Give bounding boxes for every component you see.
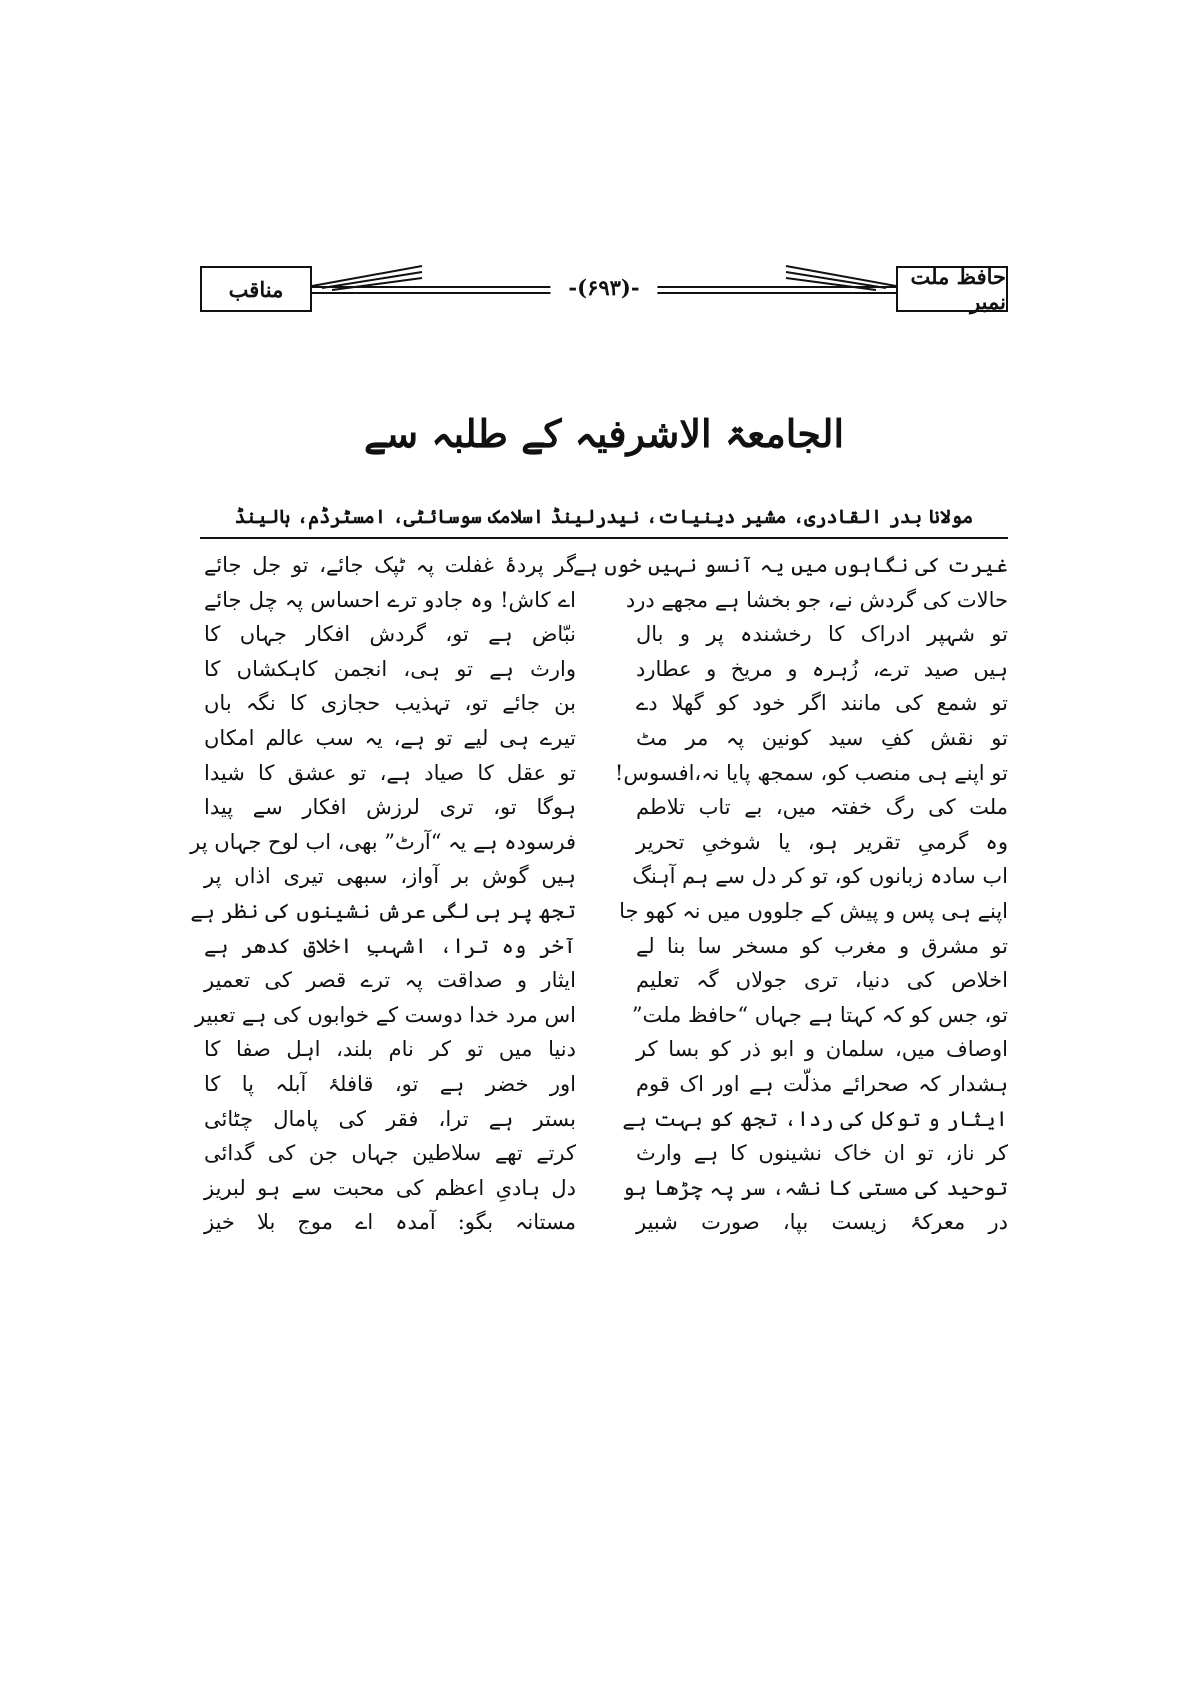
header-journal-title-text: حافظ ملت نمبر [910,264,1006,314]
verse-line: وارث ہے تو ہی، انجمن کاہکشاں کا [204,656,576,681]
verse-line: اب سادہ زبانوں کو، تو کر دل سے ہم آہنگ [632,864,1008,889]
author-divider [200,537,1008,539]
verse-line: کرتے تھے سلاطین جہاں جن کی گدائی [204,1141,576,1166]
verse-line: نبّاض ہے تو، گردش افکار جہاں کا [204,622,576,647]
header-slash-ornament-left [312,266,422,312]
verse-line: ایثار و صداقت پہ ترے قصر کی تعمیر [204,968,576,993]
verse-line: اور خضر ہے تو، قافلۂ آبلہ پا کا [204,1071,576,1096]
running-header [200,266,1008,312]
verse-line: تو نقش کفِ سید کونین پہ مر مٹ [636,725,1008,750]
verse-line: فرسودہ ہے یہ “آرٹ” بھی، اب لوح جہاں پر [190,829,576,854]
verse-line: تو شہپر ادراک کا رخشندہ پر و بال [636,622,1008,647]
header-section-label [200,266,312,312]
verse-line: آخر وہ ترا، اشہبِ اخلاق کدھر ہے [204,933,576,958]
poem-column-right [573,548,1008,1240]
verse-line: تجھ پر ہی لگی عرش نشینوں کی نظر ہے [190,898,576,923]
verse-line: کر ناز، تو ان خاک نشینوں کا ہے وارث [636,1141,1008,1166]
verse-line: اس مرد خدا دوست کے خوابوں کی ہے تعبیر [194,1002,576,1027]
verse-line: تیرے ہی لیے تو ہے، یہ سب عالم امکاں [204,725,576,750]
verse-line: در معرکۂ زیست بپا، صورت شبیر [636,1210,1008,1235]
verse-line: دنیا میں تو کر نام بلند، اہل صفا کا [204,1037,576,1062]
verse-line: اخلاص کی دنیا، تری جولاں گہ تعلیم [636,968,1008,993]
verse-line: اے کاش! وہ جادو ترے احساس پہ چل جائے [204,587,576,612]
verse-line: اوصاف میں، سلمان و ابو ذر کو بسا کر [636,1037,1008,1062]
verse-line: ہیں گوش بر آواز، سبھی تیری اذاں پر [204,864,576,889]
verse-line: مستانہ بگو: آمدہ اے موج بلا خیز [204,1210,576,1235]
verse-line: بن جائے تو، تہذیب حجازی کا نگہ باں [204,691,576,716]
verse-line: تو شمع کی مانند اگر خود کو گھلا دے [636,691,1008,716]
poem-column-left [190,548,576,1240]
verse-line: اپنے ہی پس و پیش کے جلووں میں نہ کھو جا [619,898,1008,923]
verse-line: ملت کی رگ خفتہ میں، بے تاب تلاطم [636,795,1008,820]
verse-line: توحید کی مستی کا نشہ، سر پہ چڑھا ہو [622,1175,1008,1200]
verse-line: ہوگا تو، تری لرزش افکار سے پیدا [204,795,576,820]
verse-line: ہیں صید ترے، زُہرہ و مریخ و عطارد [636,656,1008,681]
header-journal-title [896,266,1008,312]
verse-line: حالات کی گردش نے، جو بخشا ہے مجھے درد [625,587,1008,612]
verse-line: تو مشرق و مغرب کو مسخر سا بنا لے [636,933,1008,958]
verse-line: غیرت کی نگاہوں میں یہ آنسو نہیں خوں ہے [573,553,1008,577]
article-author: مولانا بدر القادری، مشیر دینیات، نیدرلینڈ اسلامک سوسائٹی، امسٹرڈم، ہالینڈ [234,506,974,528]
verse-line: تو، جس کو کہ کہتا ہے جہاں “حافظ ملت” [631,1002,1008,1027]
verse-line: تو عقل کا صیاد ہے، تو عشق کا شیدا [204,760,576,785]
verse-line: ایثار و توکل کی ردا، تجھ کو بہت ہے [622,1106,1008,1131]
verse-line: بستر ہے ترا، فقر کی پامال چٹائی [204,1106,576,1131]
verse-line: ہشدار کہ صحرائے مذلّت ہے اور اک قوم [636,1071,1008,1096]
verse-line: تو اپنے ہی منصب کو، سمجھ پایا نہ،افسوس! [614,760,1008,785]
verse-line: گر پردۂ غفلت پہ ٹپک جائے، تو جل جائے [204,553,576,577]
article-title: الجامعۃ الاشرفیہ کے طلبہ سے [363,411,845,456]
verse-line: وہ گرمیِ تقریر ہو، یا شوخیِ تحریر [636,829,1008,854]
header-section-label-text: مناقب [228,276,284,302]
verse-line: دل ہادیِ اعظم کی محبت سے ہو لبریز [204,1175,576,1200]
page-number: -(۶۹۳)- [550,272,657,304]
